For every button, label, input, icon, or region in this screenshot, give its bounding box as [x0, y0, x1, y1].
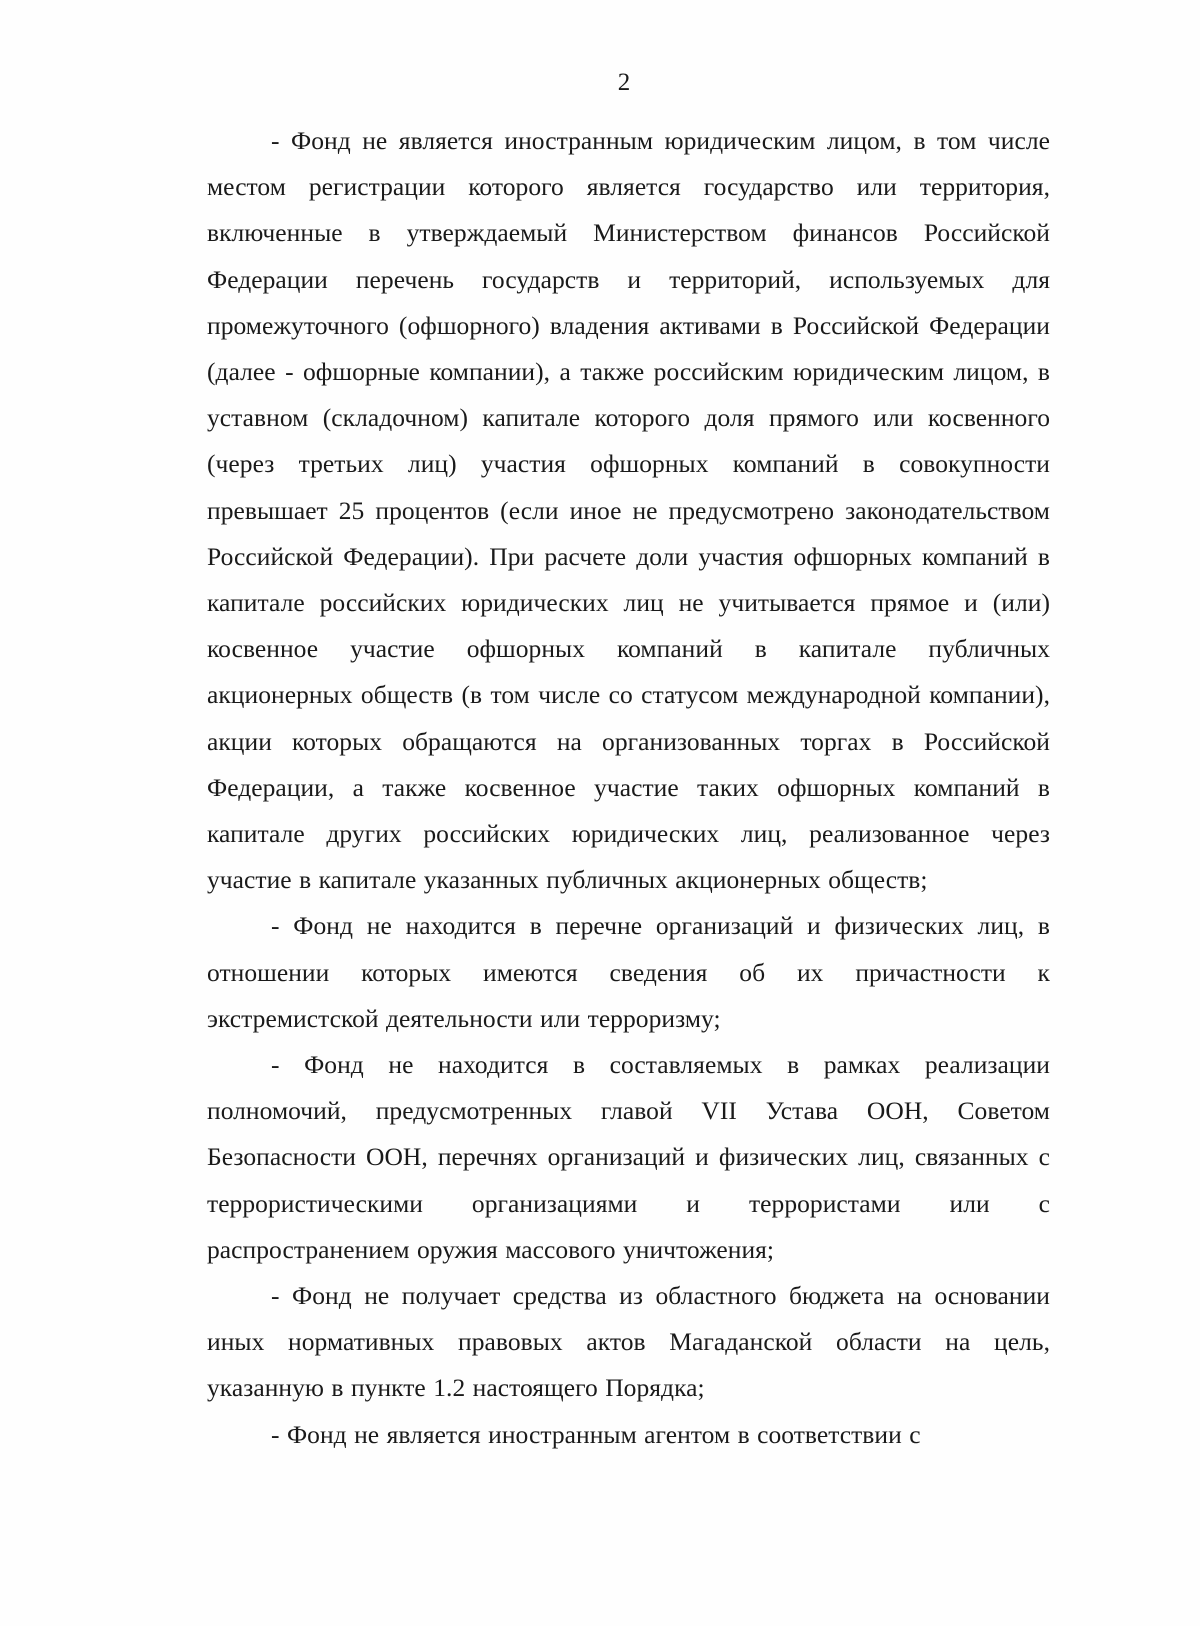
paragraph-extremism-list: - Фонд не находится в перечне организаций и физических лиц, в отношении которых имеются сведения об их причастности к экстремистской деятельности или терроризму;	[207, 911, 1050, 1033]
paragraph-offshore-status: - Фонд не является иностранным юридическим лицом, в том числе местом регистрации которого является государство или территория, включенные в утверждаемый Министерством финансов Российской Федерации перечень государств и территорий, используемых для промежуточного (офшорного) владения активами в Российской Федерации (далее - офшорные компании), а также российским юридическим лицом, в уставном (складочном) капитале которого доля прямого или косвенного (через третьих лиц) участия офшорных компаний в совокупности превышает 25 процентов (если иное не предусмотрено законодательством Российской Федерации). При расчете доли участия офшорных компаний в капитале российских юридических лиц не учитывается прямое и (или) косвенное участие офшорных компаний в капитале публичных акционерных обществ (в том числе со статусом международной компании), акции которых обращаются на организованных торгах в Российской Федерации, а также косвенное участие таких офшорных компаний в капитале других российских юридических лиц, реализованное через участие в капитале указанных публичных акционерных обществ;	[207, 126, 1050, 895]
paragraph-foreign-agent: - Фонд не является иностранным агентом в соответствии с	[271, 1419, 921, 1449]
page-number: 2	[617, 69, 631, 96]
paragraph-regional-budget-funds: - Фонд не получает средства из областного бюджета на основании иных нормативных правовых актов Магаданской области на цель, указанную в пункте 1.2 настоящего Порядка;	[207, 1281, 1050, 1403]
document-body	[207, 118, 1050, 1458]
paragraph-un-security-council-list: - Фонд не находится в составляемых в рамках реализации полномочий, предусмотренных главой VII Устава ООН, Советом Безопасности ООН, перечнях организаций и физических лиц, связанных с террористическими организациями и террористами или с распространением оружия массового уничтожения;	[207, 1050, 1050, 1264]
